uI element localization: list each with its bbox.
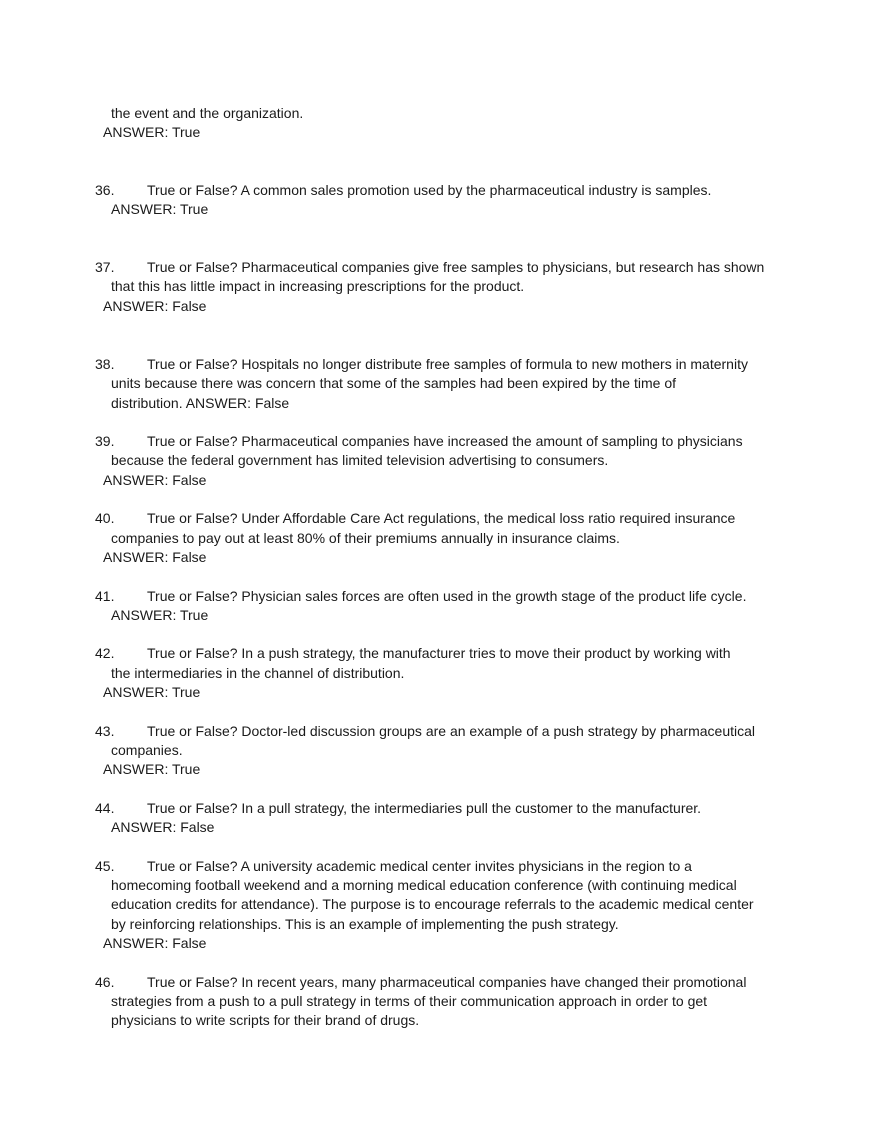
question-answer: ANSWER: True	[111, 607, 209, 623]
question-answer: ANSWER: True	[103, 684, 201, 700]
question-text: True or False? Physician sales forces are often used in the growth stage of the product life cycle.	[147, 588, 747, 604]
question-text: True or False? In a pull strategy, the intermediaries pull the customer to the manufacturer.	[147, 800, 702, 816]
question-answer: ANSWER: True	[111, 201, 209, 217]
question-number: 44.	[95, 800, 115, 816]
continuation-answer: ANSWER: True	[103, 124, 201, 140]
question-text: distribution. ANSWER: False	[111, 395, 290, 411]
question-number: 40.	[95, 510, 115, 526]
question-answer: ANSWER: True	[103, 761, 201, 777]
question-text: True or False? Under Affordable Care Act regulations, the medical loss ratio required insurance	[147, 510, 736, 526]
question-number: 42.	[95, 645, 115, 661]
question-text: True or False? In a push strategy, the manufacturer tries to move their product by working with	[147, 645, 731, 661]
question-text: homecoming football weekend and a morning medical education conference (with continuing medical	[111, 877, 737, 893]
question-text: units because there was concern that some of the samples had been expired by the time of	[111, 375, 676, 391]
question-text: True or False? A common sales promotion used by the pharmaceutical industry is samples.	[147, 182, 712, 198]
question-text: that this has little impact in increasing prescriptions for the product.	[111, 278, 525, 294]
question-text: strategies from a push to a pull strategy in terms of their communication approach in order to get	[111, 993, 708, 1009]
question-number: 41.	[95, 588, 115, 604]
question-number: 43.	[95, 723, 115, 739]
question-number: 45.	[95, 858, 115, 874]
continuation-text: the event and the organization.	[111, 105, 304, 121]
question-text: True or False? Hospitals no longer distribute free samples of formula to new mothers in maternity	[147, 356, 748, 372]
question-answer: ANSWER: False	[103, 549, 207, 565]
question-text: companies to pay out at least 80% of their premiums annually in insurance claims.	[111, 530, 620, 546]
question-text: the intermediaries in the channel of distribution.	[111, 665, 405, 681]
question-text: True or False? A university academic medical center invites physicians in the region to a	[147, 858, 692, 874]
question-text: by reinforcing relationships. This is an example of implementing the push strategy.	[111, 916, 619, 932]
question-text: physicians to write scripts for their brand of drugs.	[111, 1012, 420, 1028]
question-text: True or False? In recent years, many pharmaceutical companies have changed their promotional	[147, 974, 747, 990]
question-text: because the federal government has limited television advertising to consumers.	[111, 452, 609, 468]
question-text: True or False? Pharmaceutical companies give free samples to physicians, but research has shown	[147, 259, 765, 275]
question-number: 39.	[95, 433, 115, 449]
question-answer: ANSWER: False	[103, 298, 207, 314]
question-answer: ANSWER: False	[103, 935, 207, 951]
question-answer: ANSWER: False	[103, 472, 207, 488]
question-number: 38.	[95, 356, 115, 372]
question-number: 37.	[95, 259, 115, 275]
question-text: True or False? Pharmaceutical companies have increased the amount of sampling to physicians	[147, 433, 743, 449]
question-number: 46.	[95, 974, 115, 990]
question-text: education credits for attendance). The purpose is to encourage referrals to the academic medical center	[111, 896, 754, 912]
question-text: companies.	[111, 742, 183, 758]
question-number: 36.	[95, 182, 115, 198]
question-answer: ANSWER: False	[111, 819, 215, 835]
question-text: True or False? Doctor-led discussion groups are an example of a push strategy by pharmaceutical	[147, 723, 756, 739]
